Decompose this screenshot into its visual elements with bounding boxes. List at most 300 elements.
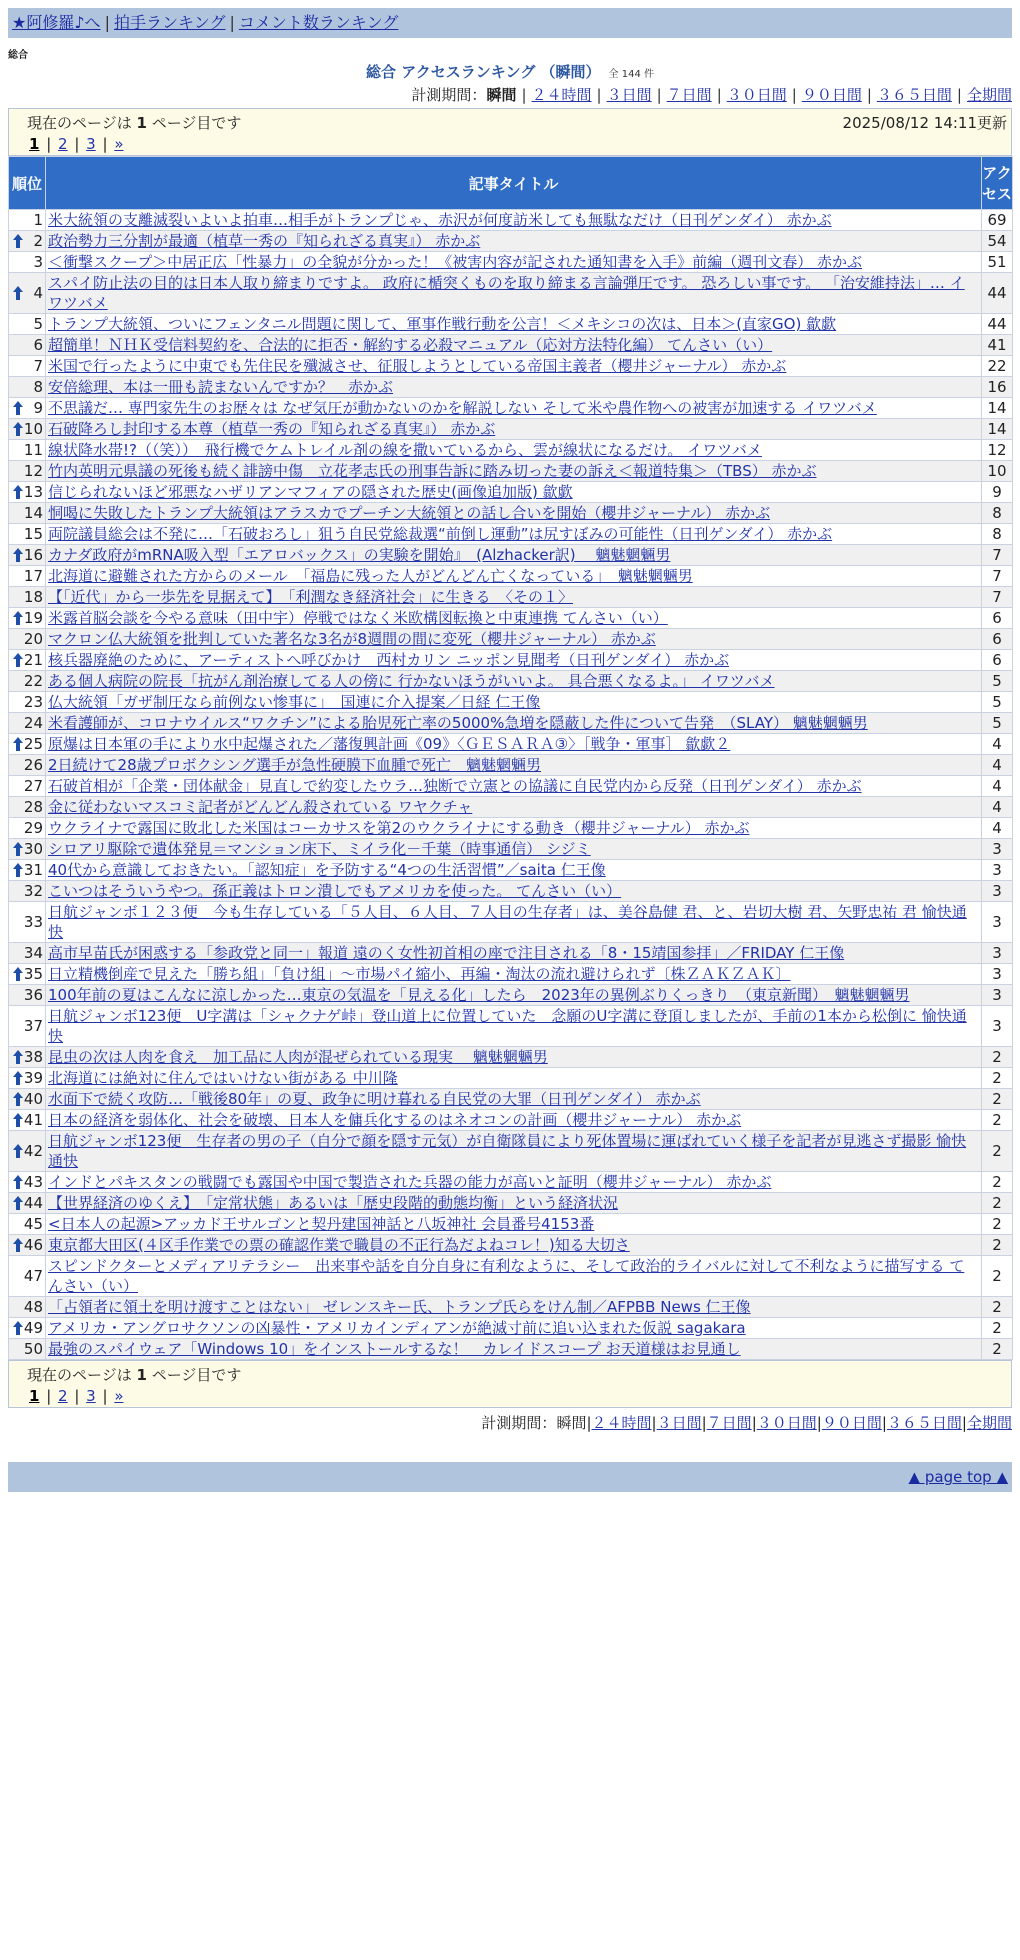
period-separator: | xyxy=(716,86,722,104)
page-separator: | xyxy=(41,135,57,153)
total-count: 全 144 件 xyxy=(608,69,654,80)
page-separator: | xyxy=(97,135,113,153)
rank-cell xyxy=(9,1235,46,1256)
page-title: 総合 アクセスランキング （瞬間） xyxy=(366,63,601,81)
article-link[interactable]: 100年前の夏はこんなに涼しかった…東京の気温を「見える化」したら 2023年の異例ぶりくっきり （東京新聞） 魑魅魍魎男 xyxy=(48,986,910,1004)
rank-up-arrow-icon xyxy=(12,547,24,563)
title-cell xyxy=(46,314,982,335)
table-row xyxy=(9,356,1013,377)
page xyxy=(8,8,1012,1492)
table-row xyxy=(9,503,1013,524)
article-link[interactable]: 【「近代」から一歩先を見据えて】 「利潤なき経済社会」に生きる 〈その１〉 xyxy=(48,588,574,606)
access-count: 5 xyxy=(982,713,1013,734)
rank-number: 14 xyxy=(23,504,43,522)
next-page-link[interactable]: » xyxy=(114,135,124,153)
rank-cell xyxy=(9,1006,46,1047)
access-count: 4 xyxy=(982,734,1013,755)
page-link[interactable]: 3 xyxy=(86,135,96,153)
rank-up-arrow-icon xyxy=(12,233,24,249)
table-row xyxy=(9,1214,1013,1235)
pagination-box-bottom xyxy=(8,1360,1012,1408)
title-cell xyxy=(46,398,982,419)
article-link[interactable]: 超簡単！ＮＨＫ受信料契約を、合法的に拒否・解約する必殺マニュアル（応対方法特化編） てんさい（い） xyxy=(48,336,773,354)
period-separator: | xyxy=(816,1414,822,1432)
rank-cell xyxy=(9,650,46,671)
access-count: 12 xyxy=(982,440,1013,461)
article-link[interactable]: 水面下で続く攻防…「戦後80年」の夏、政争に明け暮れる自民党の大罪（日刊ゲンダイ） 赤かぶ xyxy=(48,1090,701,1108)
access-count: 3 xyxy=(982,1006,1013,1047)
rank-number: 34 xyxy=(23,944,43,962)
access-count: 2 xyxy=(982,1131,1013,1172)
page-top-link[interactable]: ▲ page top ▲ xyxy=(908,1468,1008,1486)
rank-number: 29 xyxy=(23,819,43,837)
table-row xyxy=(9,1047,1013,1068)
period-separator: | xyxy=(596,86,602,104)
applause-ranking-link[interactable]: 拍手ランキング xyxy=(113,13,226,32)
period-option[interactable]: 全期間 xyxy=(966,1414,1012,1432)
article-link[interactable]: 仏大統領「ガザ制圧なら前例ない惨事に」 国連に介入提案／日経 仁王像 xyxy=(48,693,541,711)
rank-number: 3 xyxy=(33,253,43,271)
page-separator: | xyxy=(97,1387,113,1405)
table-row xyxy=(9,545,1013,566)
access-count: 3 xyxy=(982,985,1013,1006)
access-count: 7 xyxy=(982,545,1013,566)
access-count: 14 xyxy=(982,419,1013,440)
rank-cell xyxy=(9,1214,46,1235)
access-count: 3 xyxy=(982,881,1013,902)
rank-cell xyxy=(9,1297,46,1318)
title-cell xyxy=(46,943,982,964)
column-header-title: 記事タイトル xyxy=(46,157,982,210)
article-link[interactable]: 日航ジャンボ123便 U字溝は「シャクナゲ峠」登山道上に位置していた 念願のU字溝に登頂しましたが、手前の1本から松倒に 愉快通快 xyxy=(48,1007,967,1045)
table-row xyxy=(9,1318,1013,1339)
rank-number: 19 xyxy=(23,609,43,627)
access-count: 3 xyxy=(982,839,1013,860)
title-cell xyxy=(46,902,982,943)
current-page-number: 1 xyxy=(136,1366,147,1384)
access-count: 7 xyxy=(982,566,1013,587)
table-row xyxy=(9,314,1013,335)
current-page-prefix: 現在のページは xyxy=(27,114,137,132)
access-count: 14 xyxy=(982,398,1013,419)
access-count: 8 xyxy=(982,524,1013,545)
period-separator: | xyxy=(961,1414,967,1432)
period-separator: | xyxy=(586,1414,592,1432)
access-count: 3 xyxy=(982,860,1013,881)
period-option[interactable]: ２４時間 xyxy=(531,86,592,104)
rank-number: 32 xyxy=(23,882,43,900)
period-option[interactable]: ３日間 xyxy=(606,86,652,104)
rank-number: 16 xyxy=(23,546,43,564)
rank-cell xyxy=(9,314,46,335)
rank-cell xyxy=(9,587,46,608)
title-cell xyxy=(46,503,982,524)
table-row xyxy=(9,1256,1013,1297)
title-cell xyxy=(46,545,982,566)
title-cell xyxy=(46,1006,982,1047)
period-option[interactable]: ３６５日間 xyxy=(886,1414,962,1432)
table-row xyxy=(9,881,1013,902)
rank-cell xyxy=(9,797,46,818)
table-row xyxy=(9,1131,1013,1172)
rank-number: 9 xyxy=(33,399,43,417)
rank-number: 31 xyxy=(23,861,43,879)
article-link[interactable]: 「占領者に領土を明け渡すことはない」 ゼレンスキー氏、トランプ氏らをけん制／AFPBB News 仁王像 xyxy=(48,1298,751,1316)
updated-timestamp: 2025/08/12 14:11更新 xyxy=(842,114,1007,132)
title-cell xyxy=(46,273,982,314)
period-selector xyxy=(8,82,1012,108)
page-link[interactable]: 2 xyxy=(58,135,68,153)
title-cell xyxy=(46,818,982,839)
access-count: 2 xyxy=(982,1214,1013,1235)
rank-cell xyxy=(9,356,46,377)
rank-up-arrow-icon xyxy=(12,736,24,752)
access-count: 2 xyxy=(982,1172,1013,1193)
title-cell xyxy=(46,1318,982,1339)
article-link[interactable]: カナダ政府がmRNA吸入型「エアロバックス」の実験を開始』 (Alzhacker訳) 魑魅魍魎男 xyxy=(48,546,671,564)
article-link[interactable]: 政治勢力三分割が最適（植草一秀の『知られざる真実』） 赤かぶ xyxy=(48,232,481,250)
column-header-rank: 順位 xyxy=(9,157,46,210)
rank-number: 18 xyxy=(23,588,43,606)
rank-number: 41 xyxy=(23,1111,43,1129)
rank-cell xyxy=(9,881,46,902)
rank-number: 37 xyxy=(23,1017,43,1035)
rank-cell xyxy=(9,273,46,314)
rank-cell xyxy=(9,671,46,692)
access-count: 54 xyxy=(982,231,1013,252)
period-option[interactable]: ７日間 xyxy=(706,1414,752,1432)
access-count: 44 xyxy=(982,273,1013,314)
access-count: 9 xyxy=(982,482,1013,503)
article-link[interactable]: 日航ジャンボ123便 生存者の男の子（自分で顔を隠す元気）が自衛隊員により死体置場に運ばれていく様子を記者が見逃さず撮影 愉快通快 xyxy=(48,1132,967,1170)
current-page-number: 1 xyxy=(136,114,147,132)
article-link[interactable]: ウクライナで露国に敗北した米国はコーカサスを第2のウクライナにする動き（櫻井ジャーナル） 赤かぶ xyxy=(48,819,750,837)
title-cell xyxy=(46,692,982,713)
title-cell xyxy=(46,1047,982,1068)
title-cell xyxy=(46,1110,982,1131)
rank-number: 33 xyxy=(23,913,43,931)
article-link[interactable]: シロアリ駆除で遺体発見＝マンション床下、ミイラ化－千葉（時事通信） シジミ xyxy=(48,840,591,858)
article-link[interactable]: 原爆は日本軍の手により水中起爆された／藩復興計画《09》〈ＧＥＳＡＲＡ③〉［戦争・軍事］ 歙歔２ xyxy=(48,735,731,753)
access-count: 69 xyxy=(982,210,1013,231)
rank-number: 13 xyxy=(23,483,43,501)
rank-number: 40 xyxy=(23,1090,43,1108)
access-count: 2 xyxy=(982,1297,1013,1318)
page-link[interactable]: 3 xyxy=(86,1387,96,1405)
table-row xyxy=(9,1297,1013,1318)
article-link[interactable]: 北海道には絶対に住んではいけない街がある 中川隆 xyxy=(48,1069,398,1087)
period-separator: | xyxy=(881,1414,887,1432)
period-option[interactable]: ３０日間 xyxy=(756,1414,817,1432)
table-row xyxy=(9,943,1013,964)
page-separator: | xyxy=(41,1387,57,1405)
ranking-heading xyxy=(8,62,1012,82)
table-row xyxy=(9,1006,1013,1047)
article-link[interactable]: 竹内英明元県議の死後も続く誹謗中傷 立花孝志氏の刑事告訴に踏み切った妻の訴え＜報道特集＞（TBS） 赤かぶ xyxy=(48,462,817,480)
article-link[interactable]: 米大統領の支離滅裂いよいよ拍車…相手がトランプじゃ、赤沢が何度訪米しても無駄なだけ（日刊ゲンダイ） 赤かぶ xyxy=(48,211,832,229)
rank-number: 47 xyxy=(23,1267,43,1285)
current-page-suffix: ページ目です xyxy=(146,1366,242,1384)
rank-number: 38 xyxy=(23,1048,43,1066)
table-row xyxy=(9,860,1013,881)
table-row xyxy=(9,755,1013,776)
title-cell xyxy=(46,1193,982,1214)
rank-number: 36 xyxy=(23,986,43,1004)
article-link[interactable]: 米看護師が、コロナウイルス“ワクチン”による胎児死亡率の5000%急増を隠蔽した件について告発 （SLAY） 魑魅魍魎男 xyxy=(48,714,868,732)
rank-up-arrow-icon xyxy=(12,841,24,857)
rank-number: 35 xyxy=(23,965,43,983)
title-cell xyxy=(46,377,982,398)
rank-number: 23 xyxy=(23,693,43,711)
period-option[interactable]: ３０日間 xyxy=(726,86,787,104)
access-count: 5 xyxy=(982,671,1013,692)
rank-up-arrow-icon xyxy=(12,652,24,668)
article-link[interactable]: 線状降水帯!?（（笑）） 飛行機でケムトレイル剤の線を撒いているから、雲が線状になるだけ。 イワツバメ xyxy=(48,441,762,459)
table-row xyxy=(9,1068,1013,1089)
period-option[interactable]: ９０日間 xyxy=(821,1414,882,1432)
table-row xyxy=(9,818,1013,839)
table-row xyxy=(9,524,1013,545)
article-link[interactable]: 北海道に避難された方からのメール 「福島に残った人がどんどん亡くなっている」 魑魅魍魎男 xyxy=(48,567,693,585)
rank-number: 45 xyxy=(23,1215,43,1233)
period-option[interactable]: 全期間 xyxy=(966,86,1012,104)
article-link[interactable]: 昆虫の次は人肉を食え 加工品に人肉が混ぜられている現実 魑魅魍魎男 xyxy=(48,1048,548,1066)
article-link[interactable]: スパイ防止法の目的は日本人取り締まりですよ。 政府に楯突くものを取り締まる言論弾圧です。 恐ろしい事です。 「治安維持法」… イワツバメ xyxy=(48,274,965,312)
title-cell xyxy=(46,650,982,671)
title-cell xyxy=(46,566,982,587)
rank-cell xyxy=(9,1193,46,1214)
rank-cell xyxy=(9,818,46,839)
rank-number: 5 xyxy=(33,315,43,333)
article-link[interactable]: 核兵器廃絶のために、アーティストへ呼びかけ 西村カリン ニッポン見聞考（日刊ゲンダイ） 赤かぶ xyxy=(48,651,730,669)
title-cell xyxy=(46,461,982,482)
article-link[interactable]: 最強のスパイウェア「Windows 10」をインストールするな！ カレイドスコープ お天道様はお見通し xyxy=(48,1340,741,1358)
rank-up-arrow-icon xyxy=(12,1174,24,1190)
rank-number: 50 xyxy=(23,1340,43,1358)
title-cell xyxy=(46,1256,982,1297)
rank-cell xyxy=(9,252,46,273)
title-cell xyxy=(46,860,982,881)
rank-cell xyxy=(9,1089,46,1110)
access-count: 51 xyxy=(982,252,1013,273)
table-row xyxy=(9,377,1013,398)
table-row xyxy=(9,482,1013,503)
category-label: 総合 xyxy=(8,50,28,61)
table-row xyxy=(9,440,1013,461)
article-link[interactable]: 【世界経済のゆくえ】 「定常状態」あるいは「歴史段階的動態均衡」という経済状況 xyxy=(48,1194,619,1212)
article-link[interactable]: ＜衝撃スクープ＞中居正広「性暴力」の全貌が分かった！《被害内容が記された通知書を入手》前編（週刊文春） 赤かぶ xyxy=(48,253,863,271)
access-count: 2 xyxy=(982,1235,1013,1256)
table-row xyxy=(9,629,1013,650)
title-cell xyxy=(46,608,982,629)
title-cell xyxy=(46,587,982,608)
article-link[interactable]: 日航ジャンボ１２３便 今も生存している「５人目、６人目、７人目の生存者」は、美谷島健 君、と、岩切大樹 君、矢野忠祐 君 愉快通快 xyxy=(48,903,967,941)
access-count: 2 xyxy=(982,1318,1013,1339)
rank-number: 49 xyxy=(23,1319,43,1337)
article-link[interactable]: 石破首相が「企業・団体献金」見直しで約変したウラ…独断で立憲との協議に自民党内から反発（日刊ゲンダイ） 赤かぶ xyxy=(48,777,862,795)
rank-number: 24 xyxy=(23,714,43,732)
rank-cell xyxy=(9,985,46,1006)
article-link[interactable]: 米露首脳会談を今やる意味（田中宇）停戦ではなく米欧構図転換と中東連携 てんさい（い） xyxy=(48,609,668,627)
title-cell xyxy=(46,1131,982,1172)
table-row xyxy=(9,692,1013,713)
rank-number: 17 xyxy=(23,567,43,585)
article-link[interactable]: <日本人の起源>アッカド王サルゴンと契丹建国神話と八坂神社 会員番号4153番 xyxy=(48,1215,595,1233)
rank-number: 25 xyxy=(23,735,43,753)
rank-up-arrow-icon xyxy=(12,1091,24,1107)
title-cell xyxy=(46,1339,982,1360)
rank-cell xyxy=(9,335,46,356)
article-link[interactable]: 金に従わないマスコミ記者がどんどん殺されている ワヤクチャ xyxy=(48,798,473,816)
title-cell xyxy=(46,1297,982,1318)
article-link[interactable]: こいつはそういうやつ。孫正義はトロン潰しでもアメリカを使った。 てんさい（い） xyxy=(48,882,622,900)
title-cell xyxy=(46,839,982,860)
article-link[interactable]: 信じられないほど邪悪なハザリアンマフィアの隠された歴史(画像追加版) 歙歔 xyxy=(48,483,573,501)
period-label: 計測期間： xyxy=(481,1414,557,1432)
rank-cell xyxy=(9,1318,46,1339)
article-link[interactable]: ある個人病院の院長「抗がん剤治療してる人の傍に 行かないほうがいいよ。 具合悪くなるよ。」 イワツバメ xyxy=(48,672,775,690)
rank-cell xyxy=(9,943,46,964)
table-row xyxy=(9,734,1013,755)
access-count: 6 xyxy=(982,650,1013,671)
period-separator: | xyxy=(651,1414,657,1432)
title-cell xyxy=(46,713,982,734)
article-link[interactable]: 高市早苗氏が困惑する「参政党と同一」報道 遠のく女性初首相の座で注目される「8・15靖国参拝」／FRIDAY 仁王像 xyxy=(48,944,845,962)
page-link[interactable]: 2 xyxy=(58,1387,68,1405)
title-cell xyxy=(46,755,982,776)
access-count: 6 xyxy=(982,608,1013,629)
page-current: 1 xyxy=(29,135,40,153)
rank-cell xyxy=(9,1256,46,1297)
access-count: 3 xyxy=(982,943,1013,964)
article-link[interactable]: マクロン仏大統領を批判していた著名な3名が8週間の間に変死（櫻井ジャーナル） 赤かぶ xyxy=(48,630,656,648)
period-option[interactable]: ２４時間 xyxy=(591,1414,652,1432)
article-link[interactable]: 米国で行ったように中東でも先住民を殲滅させ、征服しようとしている帝国主義者（櫻井ジャーナル） 赤かぶ xyxy=(48,357,787,375)
home-link[interactable]: ★阿修羅♪へ xyxy=(12,13,101,32)
rank-cell xyxy=(9,231,46,252)
access-count: 2 xyxy=(982,1089,1013,1110)
period-option[interactable]: ９０日間 xyxy=(801,86,862,104)
rank-number: 8 xyxy=(33,378,43,396)
title-cell xyxy=(46,1089,982,1110)
rank-cell xyxy=(9,1068,46,1089)
table-row xyxy=(9,985,1013,1006)
article-link[interactable]: 恫喝に失敗したトランプ大統領はアラスカでプーチン大統領との話し合いを開始（櫻井ジャーナル） 赤かぶ xyxy=(48,504,771,522)
title-cell xyxy=(46,356,982,377)
table-row xyxy=(9,252,1013,273)
period-separator: | xyxy=(701,1414,707,1432)
rank-number: 4 xyxy=(33,284,43,302)
article-link[interactable]: 不思議だ… 専門家先生のお歴々は なぜ気圧が動かないのかを解説しない そして米や農作物への被害が加速する イワツバメ xyxy=(48,399,877,417)
table-row xyxy=(9,797,1013,818)
rank-number: 27 xyxy=(23,777,43,795)
table-row xyxy=(9,776,1013,797)
article-link[interactable]: 石破降ろし封印する本尊（植草一秀の『知られざる真実』） 赤かぶ xyxy=(48,420,496,438)
rank-number: 30 xyxy=(23,840,43,858)
title-cell xyxy=(46,776,982,797)
rank-cell xyxy=(9,398,46,419)
rank-cell xyxy=(9,377,46,398)
title-cell xyxy=(46,881,982,902)
article-link[interactable]: 日本の経済を弱体化、社会を破壊、日本人を傭兵化するのはネオコンの計画（櫻井ジャーナル） 赤かぶ xyxy=(48,1111,742,1129)
article-link[interactable]: 両院議員総会は不発に…「石破おろし」狙う自民党総裁選“前倒し運動”は尻すぼみの可能性（日刊ゲンダイ） 赤かぶ xyxy=(48,525,833,543)
rank-cell xyxy=(9,839,46,860)
comment-ranking-link[interactable]: コメント数ランキング xyxy=(238,13,399,32)
table-row xyxy=(9,210,1013,231)
article-link[interactable]: スピンドクターとメディアリテラシー 出来事や話を自分自身に有利なように、そして政治的ライバルに対して不利なように描写する てんさい（い） xyxy=(48,1257,965,1295)
period-option[interactable]: ３６５日間 xyxy=(876,86,952,104)
rank-number: 39 xyxy=(23,1069,43,1087)
rank-number: 15 xyxy=(23,525,43,543)
next-page-link[interactable]: » xyxy=(114,1387,124,1405)
access-count: 2 xyxy=(982,1193,1013,1214)
article-link[interactable]: 2日続けて28歳プロボクシング選手が急性硬膜下血腫で死亡 魑魅魍魎男 xyxy=(48,756,541,774)
period-separator: | xyxy=(751,1414,757,1432)
access-count: 3 xyxy=(982,902,1013,943)
table-row xyxy=(9,335,1013,356)
ranking-table xyxy=(8,156,1013,1360)
article-link[interactable]: 日立精機倒産で見えた「勝ち組」「負け組」～市場パイ縮小、再編・淘汰の流れ避けられず〔株ＺＡＫＺＡＫ〕 xyxy=(48,965,791,983)
rank-cell xyxy=(9,503,46,524)
article-link[interactable]: トランプ大統領、ついにフェンタニル問題に関して、軍事作戦行動を公言！＜メキシコの次は、日本＞(直家GO) 歙歔 xyxy=(48,315,837,333)
rank-number: 11 xyxy=(23,441,43,459)
article-link[interactable]: 40代から意識しておきたい。「認知症」を予防する“4つの生活習慣”／saita 仁王像 xyxy=(48,861,606,879)
title-cell xyxy=(46,1235,982,1256)
period-option[interactable]: ７日間 xyxy=(666,86,712,104)
rank-up-arrow-icon xyxy=(12,1237,24,1253)
rank-number: 42 xyxy=(23,1142,43,1160)
title-cell xyxy=(46,964,982,985)
rank-number: 46 xyxy=(23,1236,43,1254)
title-cell xyxy=(46,985,982,1006)
table-row xyxy=(9,902,1013,943)
rank-number: 12 xyxy=(23,462,43,480)
period-separator: | xyxy=(791,86,797,104)
title-cell xyxy=(46,734,982,755)
title-cell xyxy=(46,671,982,692)
access-count: 8 xyxy=(982,503,1013,524)
title-cell xyxy=(46,797,982,818)
access-count: 4 xyxy=(982,797,1013,818)
article-link[interactable]: アメリカ・アングロサクソンの凶暴性・アメリカインディアンが絶滅寸前に追い込まれた仮説 sagakara xyxy=(48,1319,746,1337)
current-page-text xyxy=(27,1364,997,1385)
access-count: 4 xyxy=(982,818,1013,839)
period-option[interactable]: ３日間 xyxy=(656,1414,702,1432)
table-row xyxy=(9,566,1013,587)
table-row xyxy=(9,273,1013,314)
title-cell xyxy=(46,1214,982,1235)
rank-cell xyxy=(9,545,46,566)
access-count: 2 xyxy=(982,1256,1013,1297)
rank-up-arrow-icon xyxy=(12,421,24,437)
page-current: 1 xyxy=(29,1387,40,1405)
rank-number: 22 xyxy=(23,672,43,690)
article-link[interactable]: インドとパキスタンの戦闘でも露国や中国で製造された兵器の能力が高いと証明（櫻井ジャーナル） 赤かぶ xyxy=(48,1173,772,1191)
title-cell xyxy=(46,419,982,440)
table-row xyxy=(9,587,1013,608)
article-link[interactable]: 東京都大田区(４区手作業での票の確認作業で職員の不正行為だよねコレ！)知る大切さ xyxy=(48,1236,630,1254)
table-row xyxy=(9,1235,1013,1256)
rank-cell xyxy=(9,566,46,587)
access-count: 16 xyxy=(982,377,1013,398)
current-page-suffix: ページ目です xyxy=(146,114,242,132)
period-selector-bottom xyxy=(8,1408,1012,1438)
rank-number: 20 xyxy=(23,630,43,648)
title-cell xyxy=(46,1172,982,1193)
rank-up-arrow-icon xyxy=(12,1195,24,1211)
article-link[interactable]: 安倍総理、本は一冊も読まないんですか？ 赤かぶ xyxy=(48,378,394,396)
table-row xyxy=(9,839,1013,860)
